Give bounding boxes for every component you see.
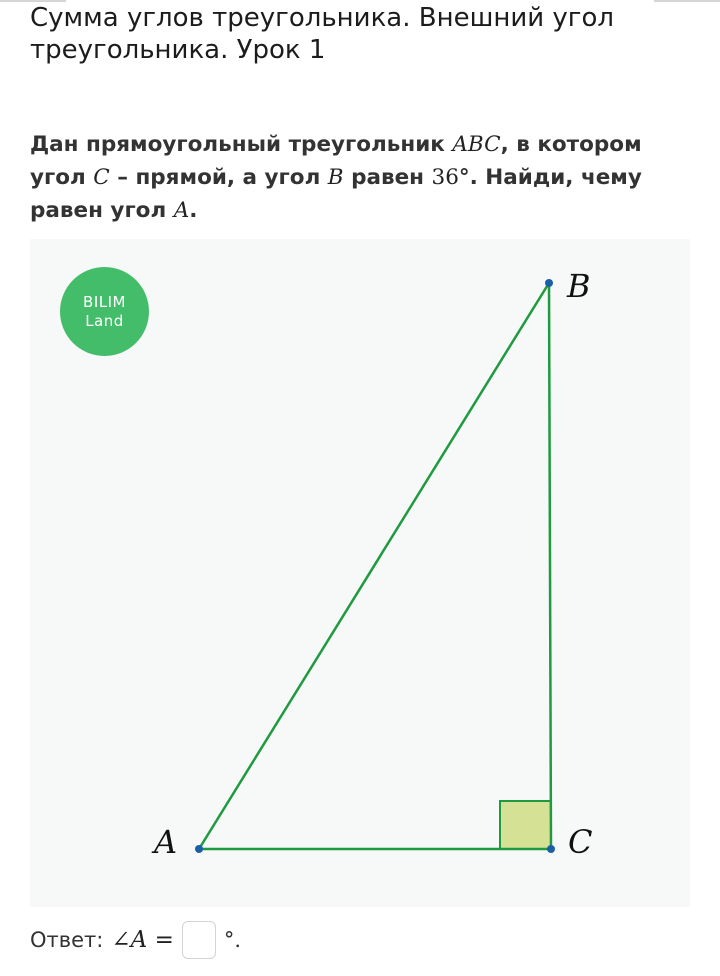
vertex-c-dot <box>547 845 555 853</box>
triangle-figure <box>30 239 690 907</box>
math-target-angle-vertex: A <box>173 198 190 223</box>
task-text-part2: , в котором угол <box>30 132 642 190</box>
math-given-angle-value: 36 <box>431 165 459 190</box>
logo-line1: BILIM <box>83 292 126 311</box>
task-text-part6: . <box>189 198 198 223</box>
answer-angle-vertex: A <box>130 927 148 953</box>
vertex-a-label: A <box>154 823 178 861</box>
vertex-b-dot <box>545 279 553 287</box>
task-text-part4: равен <box>343 165 432 190</box>
task-statement <box>30 128 690 227</box>
vertex-b-label: B <box>567 267 591 305</box>
equals-sign: = <box>154 927 174 953</box>
lesson-title: Сумма углов треугольника. Внешний угол треугольника. Урок 1 <box>30 3 614 65</box>
answer-label: Ответ: <box>30 928 104 952</box>
right-angle-marker <box>500 801 551 849</box>
logo-line2: Land <box>85 311 124 330</box>
task-text-part1: Дан прямоугольный треугольник <box>30 132 453 157</box>
vertex-c-label: C <box>568 823 593 861</box>
task-text-part3: – прямой, а угол <box>109 165 328 190</box>
degree-suffix: °. <box>223 928 242 952</box>
side-ab <box>199 283 549 849</box>
math-right-angle-vertex: C <box>93 165 110 190</box>
task-text-part5: °. Найди, чему равен угол <box>30 165 642 223</box>
answer-row <box>30 918 241 962</box>
answer-input[interactable] <box>182 921 216 959</box>
math-triangle-name: ABC <box>452 132 501 157</box>
vertex-a-dot <box>195 845 203 853</box>
angle-symbol: ∠ <box>111 927 131 953</box>
side-bc <box>549 283 551 849</box>
bilimland-logo <box>60 267 149 356</box>
math-given-angle-vertex: B <box>327 165 344 190</box>
answer-math-expression <box>111 927 174 953</box>
